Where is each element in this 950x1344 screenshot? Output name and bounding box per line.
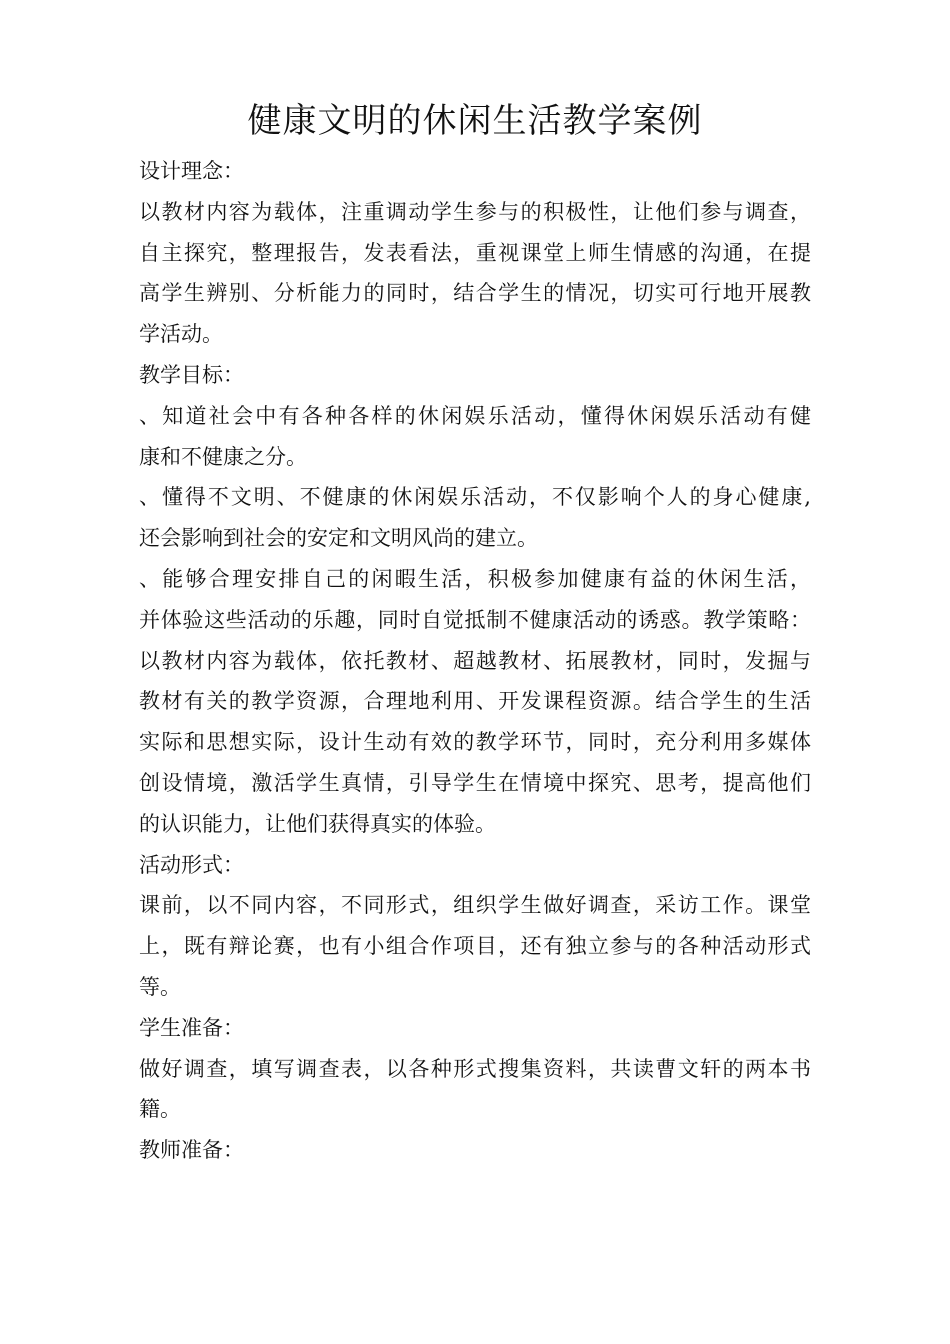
section-heading-design-concept: 设计理念： — [139, 159, 244, 183]
document-title: 健康文明的休闲生活教学案例 — [247, 101, 703, 141]
paragraph-line: 、能够合理安排自己的闲暇生活，积极参加健康有益的休闲生活， — [139, 566, 811, 591]
paragraph-line: 做好调查，填写调查表，以各种形式搜集资料，共读曹文轩的两本书 — [139, 1056, 811, 1081]
paragraph-line: 还会影响到社会的安定和文明风尚的建立。 — [139, 526, 538, 551]
section-heading-teacher-prep: 教师准备： — [139, 1138, 244, 1163]
paragraph-line: 等。 — [139, 974, 181, 999]
paragraph-line: 创设情境，激活学生真情，引导学生在情境中探究、思考，提高他们 — [139, 770, 811, 795]
document-body — [139, 151, 811, 1171]
paragraph-line: 以教材内容为载体，依托教材、超越教材、拓展教材，同时，发掘与 — [139, 648, 811, 673]
paragraph-line: 、懂得不文明、不健康的休闲娱乐活动，不仅影响个人的身心健康, — [139, 485, 811, 510]
paragraph-line: 课前，以不同内容，不同形式，组织学生做好调查，采访工作。课堂 — [139, 893, 811, 918]
paragraph-line: 、知道社会中有各种各样的休闲娱乐活动，懂得休闲娱乐活动有健 — [139, 403, 811, 428]
section-heading-activity-form: 活动形式： — [139, 852, 244, 877]
paragraph-line: 的认识能力，让他们获得真实的体验。 — [139, 811, 496, 836]
paragraph-line: 康和不健康之分。 — [139, 444, 307, 469]
paragraph-line: 高学生辨别、分析能力的同时，结合学生的情况，切实可行地开展教 — [139, 281, 811, 306]
paragraph-line: 自主探究，整理报告，发表看法，重视课堂上师生情感的沟通，在提 — [139, 240, 811, 265]
paragraph-line: 以教材内容为载体，注重调动学生参与的积极性，让他们参与调查， — [139, 199, 811, 224]
paragraph-line: 学活动。 — [139, 322, 223, 347]
paragraph-line: 教材有关的教学资源，合理地利用、开发课程资源。结合学生的生活 — [139, 689, 811, 714]
section-heading-student-prep: 学生准备： — [139, 1015, 244, 1040]
section-heading-teaching-goals: 教学目标： — [139, 362, 244, 387]
paragraph-line: 并体验这些活动的乐趣，同时自觉抵制不健康活动的诱惑。教学策略： — [139, 607, 811, 632]
paragraph-line: 实际和思想实际，设计生动有效的教学环节，同时，充分利用多媒体 — [139, 730, 811, 755]
paragraph-line: 籍。 — [139, 1097, 181, 1122]
paragraph-line: 上，既有辩论赛，也有小组合作项目，还有独立参与的各种活动形式 — [139, 934, 811, 959]
